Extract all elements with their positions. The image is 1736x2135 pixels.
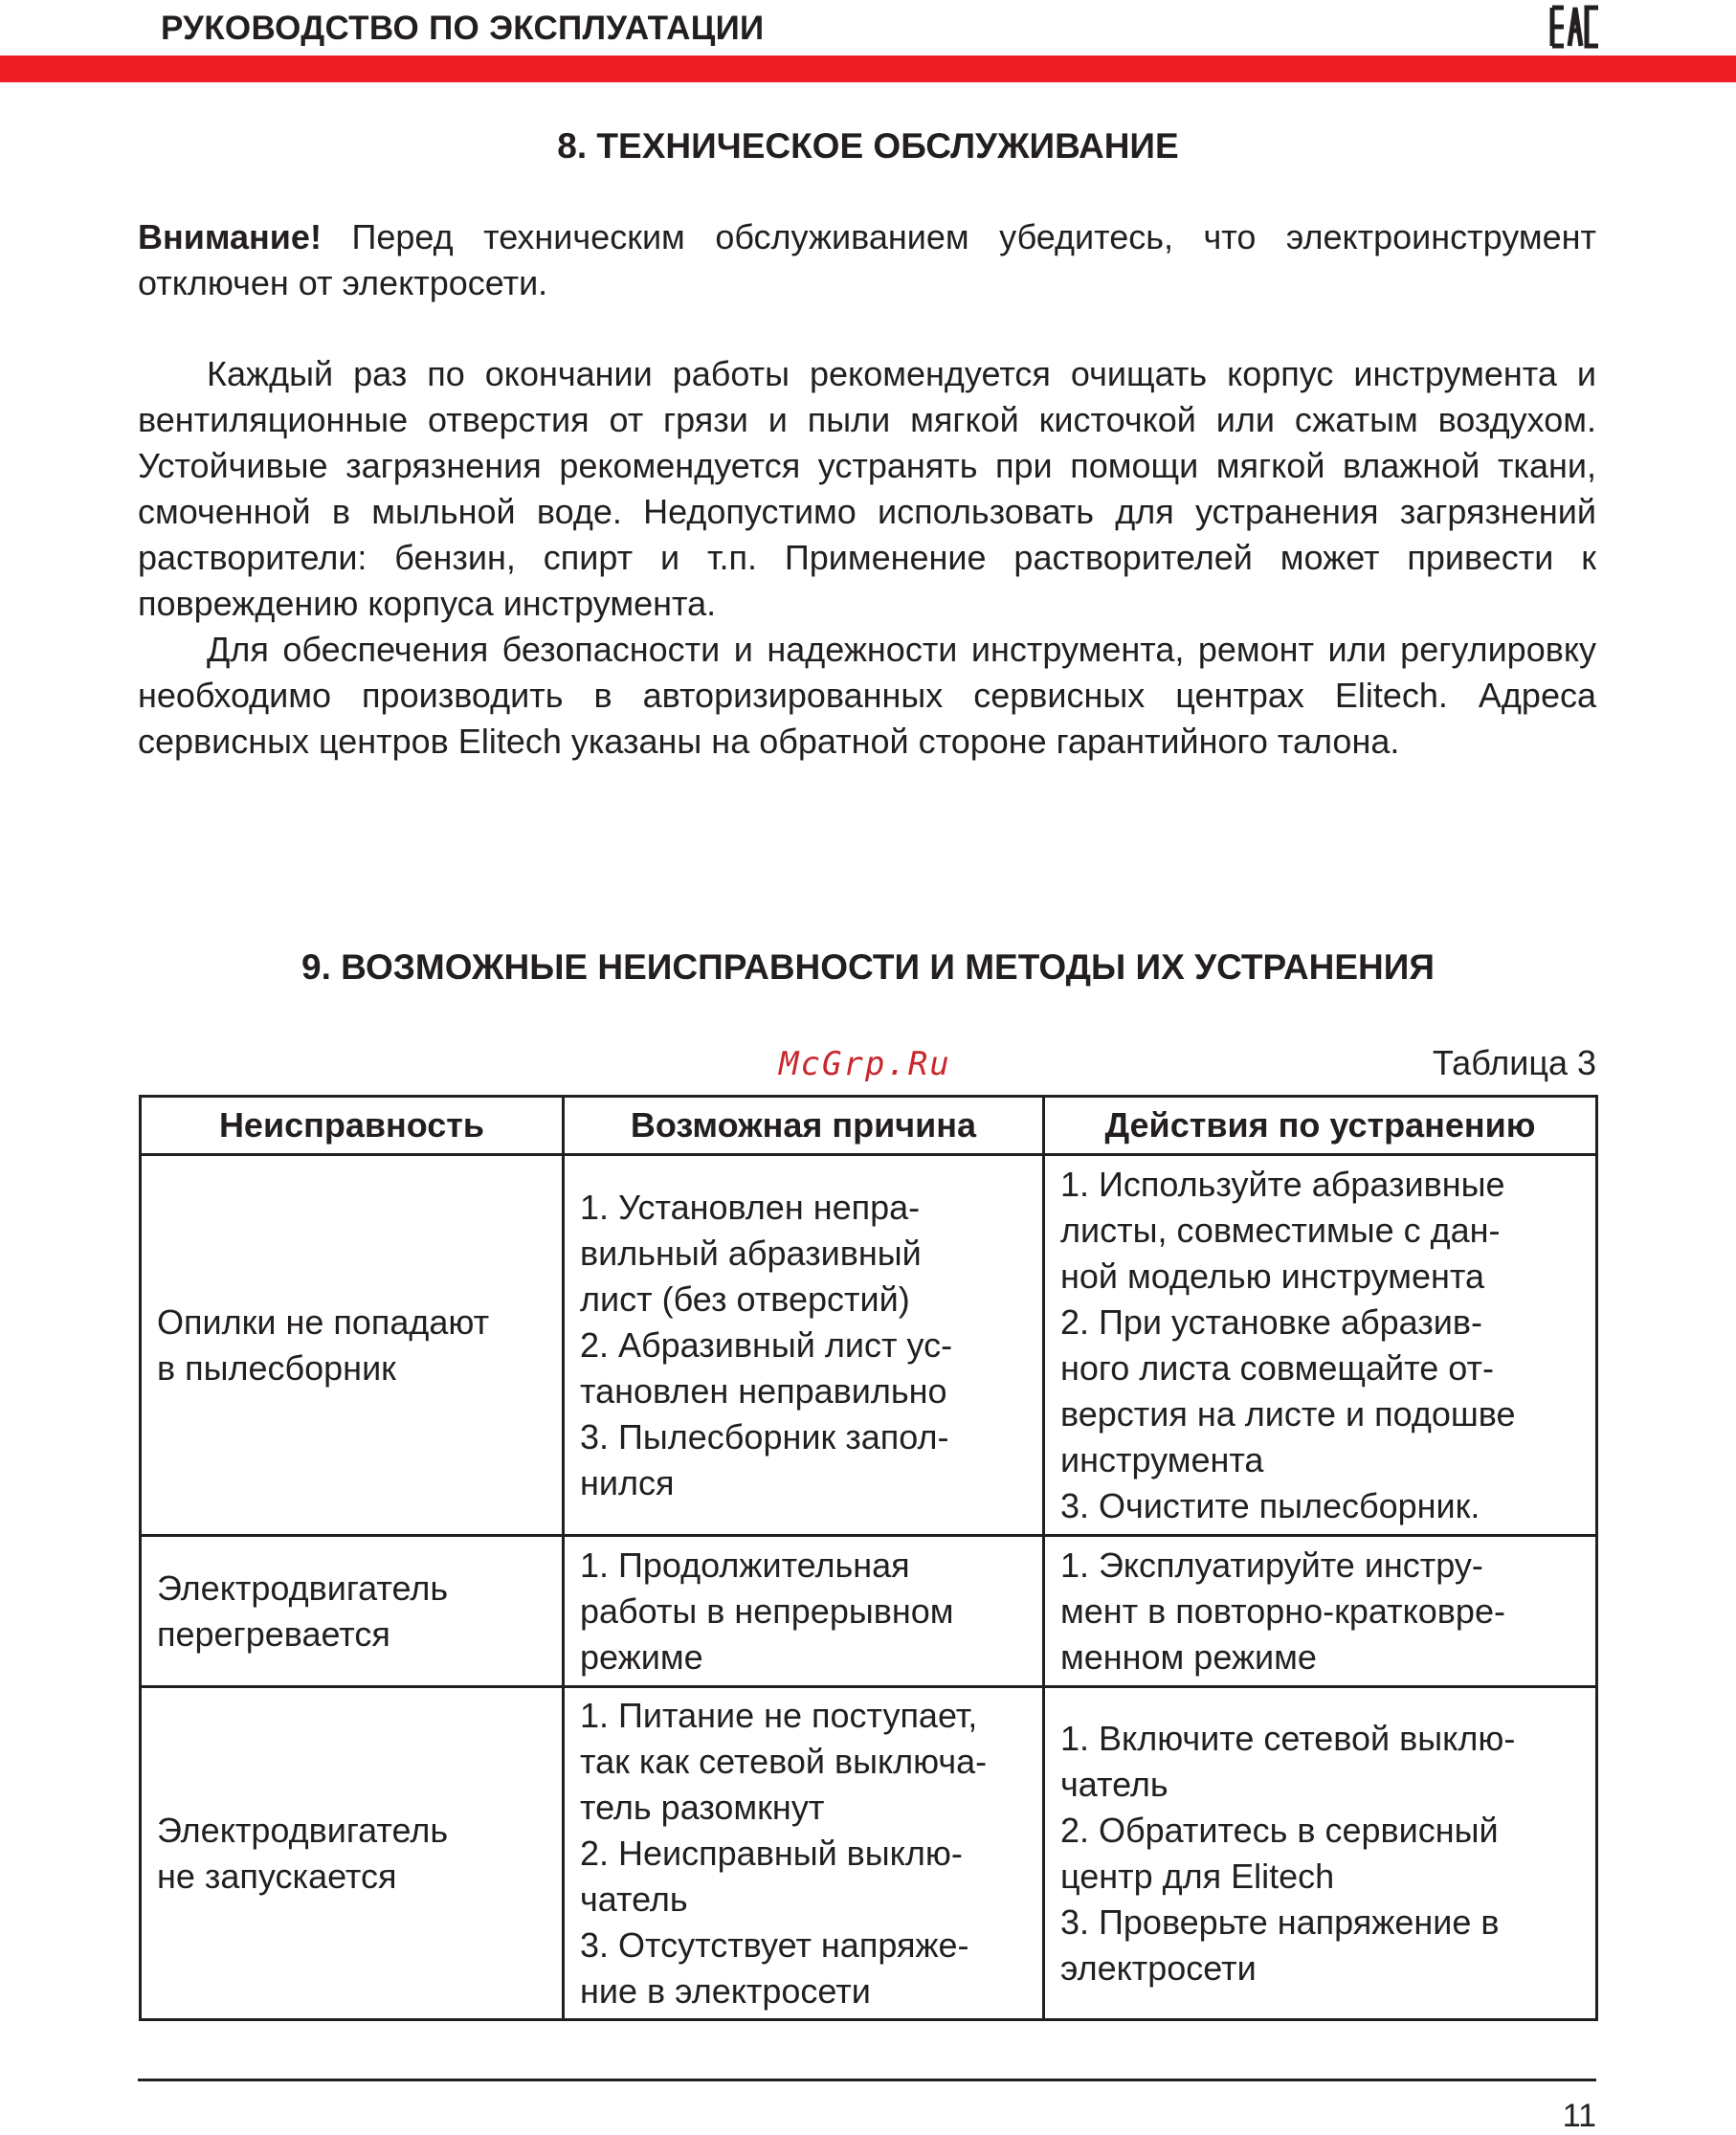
footer-divider — [138, 2079, 1596, 2081]
faults-table — [139, 1095, 1598, 2021]
section-9-title: 9. ВОЗМОЖНЫЕ НЕИСПРАВНОСТИ И МЕТОДЫ ИХ УСТРАНЕНИЯ — [301, 947, 1435, 987]
maintenance-warning — [138, 214, 1596, 306]
fault-cell — [141, 1536, 564, 1687]
header-action: Действия по устранению — [1044, 1097, 1597, 1155]
table-row — [141, 1536, 1597, 1687]
fault-text: Опилки не попадают в пылесборник — [157, 1301, 490, 1388]
cause-text: 1. Питание не поступает, так как сетевой выключа- тель разомкнут 2. Неисправный выклю- чатель 3. Отсутствует напряже- ние в электросети — [580, 1695, 988, 2011]
maintenance-service-paragraph: Для обеспечения безопасности и надежности инструмента, ремонт или регулировку необходимо производить в авторизированных сервисных центрах Elitech. Адреса сервисных центров Elitech указаны на обратной стороне гарантийного талона. — [138, 630, 1596, 761]
header-accent-bar — [0, 56, 1736, 82]
action-text: 1. Включите сетевой выклю- чатель 2. Обратитесь в сервисный центр для Elitech 3. Проверьте напряжение в электросети — [1060, 1718, 1516, 1988]
cause-cell — [564, 1155, 1044, 1536]
cause-cell — [564, 1536, 1044, 1687]
eac-certification-icon — [1548, 4, 1602, 50]
action-text: 1. Эксплуатируйте инстру- мент в повторно-кратковре- менном режиме — [1060, 1545, 1505, 1677]
table-caption: Таблица 3 — [1432, 1043, 1596, 1082]
fault-text: Электродвигатель перегревается — [157, 1568, 449, 1654]
watermark: McGrp.Ru — [779, 1045, 951, 1083]
fault-text: Электродвигатель не запускается — [157, 1810, 449, 1896]
action-cell — [1044, 1536, 1597, 1687]
action-cell — [1044, 1687, 1597, 2020]
cause-cell — [564, 1687, 1044, 2020]
cause-text: 1. Установлен непра- вильный абразивный лист (без отверстий) 2. Абразивный лист ус- тановлен неправильно 3. Пылесборник запол- нился — [580, 1187, 953, 1502]
action-text: 1. Используйте абразивные листы, совместимые с дан- ной моделью инструмента 2. При установке абразив- ного листа совмещайте от- верстия на листе и подошве инструмента 3. Очистите пылесборник. — [1060, 1164, 1516, 1525]
action-cell — [1044, 1155, 1597, 1536]
table-header-row — [141, 1097, 1597, 1155]
cause-text: 1. Продолжительная работы в непрерывном режиме — [580, 1545, 954, 1677]
warning-text: Перед техническим обслуживанием убедитесь, что электроинструмент отключен от электросети. — [138, 217, 1596, 302]
fault-cell — [141, 1687, 564, 2020]
fault-cell — [141, 1155, 564, 1536]
table-row — [141, 1687, 1597, 2020]
table-row — [141, 1155, 1597, 1536]
header-fault: Неисправность — [141, 1097, 564, 1155]
section-8-title: 8. ТЕХНИЧЕСКОЕ ОБСЛУЖИВАНИЕ — [557, 126, 1179, 166]
document-header-title: РУКОВОДСТВО ПО ЭКСПЛУАТАЦИИ — [161, 10, 765, 47]
page-number: 11 — [1562, 2098, 1596, 2134]
maintenance-cleaning-paragraph: Каждый раз по окончании работы рекомендуется очищать корпус инструмента и вентиляционные отверстия от грязи и пыли мягкой кисточкой или сжатым воздухом. Устойчивые загрязнения рекомендуется устранять при помощи мягкой влажной ткани, смоченной в мыльной воде. Недопустимо использовать для устранения загрязнений растворители: бензин, спирт и т.п. Применение растворителей может привести к повреждению корпуса инструмента. — [138, 354, 1596, 623]
warning-label: Внимание! — [138, 217, 322, 256]
header-cause: Возможная причина — [564, 1097, 1044, 1155]
